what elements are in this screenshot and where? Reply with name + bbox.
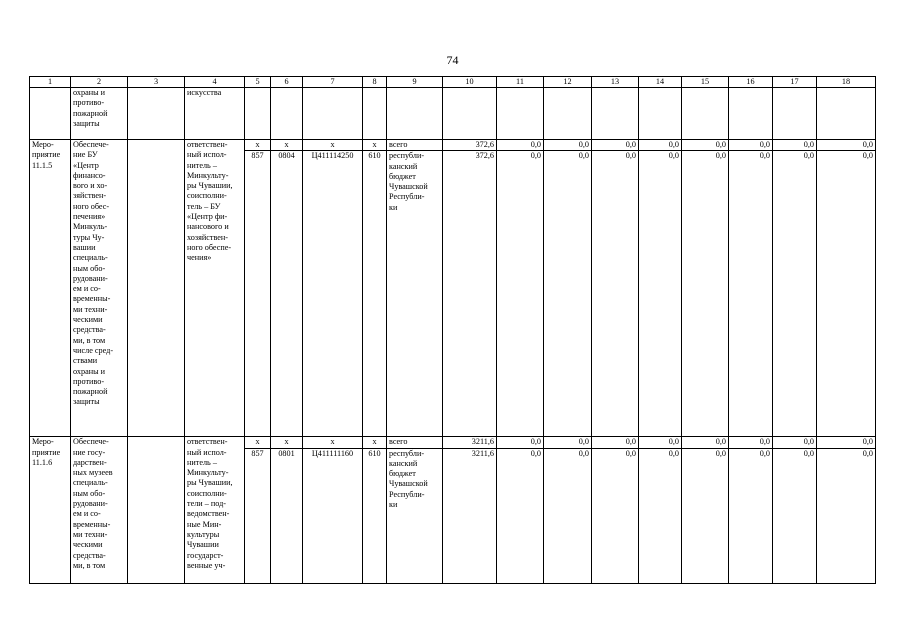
amount: 0,0 (497, 448, 544, 583)
cell: 857 (245, 448, 271, 583)
amount: 0,0 (497, 437, 544, 448)
cell: x (363, 437, 387, 448)
amount: 0,0 (592, 448, 639, 583)
col-header: 14 (639, 77, 682, 88)
amount: 0,0 (682, 437, 729, 448)
amount: 0,0 (773, 140, 817, 151)
cell: Ц411111160 (303, 448, 363, 583)
col-header: 1 (30, 77, 71, 88)
cell (729, 88, 773, 140)
col-header: 6 (271, 77, 303, 88)
cell (128, 88, 185, 140)
cell: 0801 (271, 448, 303, 583)
col-header: 5 (245, 77, 271, 88)
amount: 0,0 (682, 140, 729, 151)
col-header: 17 (773, 77, 817, 88)
amount: 3211,6 (443, 448, 497, 583)
col-header: 16 (729, 77, 773, 88)
col-header: 15 (682, 77, 729, 88)
amount: 0,0 (497, 151, 544, 437)
col-header: 13 (592, 77, 639, 88)
amount: 0,0 (773, 151, 817, 437)
page-number: 74 (446, 53, 459, 67)
amount: 0,0 (729, 151, 773, 437)
funding-source: всего (387, 140, 443, 151)
col-header: 12 (544, 77, 592, 88)
amount: 0,0 (729, 448, 773, 583)
col-header: 11 (497, 77, 544, 88)
cell (639, 88, 682, 140)
col-header: 2 (71, 77, 128, 88)
cell (443, 88, 497, 140)
cell: Ц411114250 (303, 151, 363, 437)
col-header: 10 (443, 77, 497, 88)
cell: 857 (245, 151, 271, 437)
amount: 0,0 (773, 448, 817, 583)
amount: 0,0 (639, 437, 682, 448)
cell (497, 88, 544, 140)
amount: 0,0 (682, 448, 729, 583)
cell: x (271, 140, 303, 151)
amount: 0,0 (817, 140, 876, 151)
amount: 0,0 (639, 448, 682, 583)
measure-description: Обеспече- ние госу- дарствен- ных музеев специаль- ным обо- рудовани- ем и со- временны- ми техни- ческими средства- ми, в том (71, 437, 128, 583)
cell (303, 88, 363, 140)
amount: 0,0 (544, 140, 592, 151)
col-header: 4 (185, 77, 245, 88)
amount: 0,0 (497, 140, 544, 151)
cell (245, 88, 271, 140)
cell: x (363, 140, 387, 151)
measure-total-row (30, 437, 876, 448)
amount: 0,0 (592, 437, 639, 448)
col-header: 7 (303, 77, 363, 88)
funding-source: республи- канский бюджет Чувашской Республи- ки (387, 151, 443, 437)
amount: 0,0 (639, 151, 682, 437)
cell: x (245, 437, 271, 448)
continuation-row (30, 88, 876, 140)
cell (773, 88, 817, 140)
amount: 0,0 (592, 151, 639, 437)
funding-source: всего (387, 437, 443, 448)
executor-text: ответствен- ный испол- нитель – Минкульту- ры Чувашии, соисполни- тель – БУ «Центр фи- нансового и хозяйствен- ного обеспе- чения» (185, 140, 245, 437)
cell (363, 88, 387, 140)
cell (128, 437, 185, 583)
amount: 0,0 (729, 437, 773, 448)
cell (387, 88, 443, 140)
cell: x (245, 140, 271, 151)
amount: 0,0 (682, 151, 729, 437)
cell: 610 (363, 151, 387, 437)
measure-id: Меро- приятие 11.1.5 (30, 140, 71, 437)
amount: 0,0 (544, 151, 592, 437)
amount: 0,0 (729, 140, 773, 151)
col-header: 9 (387, 77, 443, 88)
executor-text: ответствен- ный испол- нитель – Минкульту- ры Чувашии, соисполни- тели – под- ведомствен- ные Мин- культуры Чувашии государст- венные уч- (185, 437, 245, 583)
amount: 372,6 (443, 151, 497, 437)
cell (592, 88, 639, 140)
amount: 372,6 (443, 140, 497, 151)
amount: 0,0 (817, 448, 876, 583)
amount: 0,0 (817, 151, 876, 437)
measure-description: охраны и противо- пожарной защиты (71, 88, 128, 140)
cell: 0804 (271, 151, 303, 437)
funding-source: республи- канский бюджет Чувашской Республи- ки (387, 448, 443, 583)
amount: 0,0 (639, 140, 682, 151)
cell (30, 88, 71, 140)
col-header: 18 (817, 77, 876, 88)
measure-id: Меро- приятие 11.1.6 (30, 437, 71, 583)
budget-table (29, 76, 876, 584)
measure-description: Обеспече- ние БУ «Центр финансо- вого и хо- зяйствен- ного обес- печения» Минкуль- туры Чу- вашии специаль- ным обо- рудовани- ем и со- временны- ми техни- ческими средства- ми, в том числе сред- ствами охраны и противо- пожарной защиты (71, 140, 128, 437)
cell (817, 88, 876, 140)
cell (682, 88, 729, 140)
cell: x (303, 437, 363, 448)
amount: 0,0 (592, 140, 639, 151)
amount: 0,0 (817, 437, 876, 448)
amount: 0,0 (544, 448, 592, 583)
column-number-row (30, 77, 876, 88)
cell: x (303, 140, 363, 151)
col-header: 8 (363, 77, 387, 88)
amount: 0,0 (773, 437, 817, 448)
cell: 610 (363, 448, 387, 583)
col-header: 3 (128, 77, 185, 88)
cell (128, 140, 185, 437)
cell: x (271, 437, 303, 448)
amount: 0,0 (544, 437, 592, 448)
executor-text: искусства (185, 88, 245, 140)
cell (271, 88, 303, 140)
cell (544, 88, 592, 140)
measure-total-row (30, 140, 876, 151)
amount: 3211,6 (443, 437, 497, 448)
